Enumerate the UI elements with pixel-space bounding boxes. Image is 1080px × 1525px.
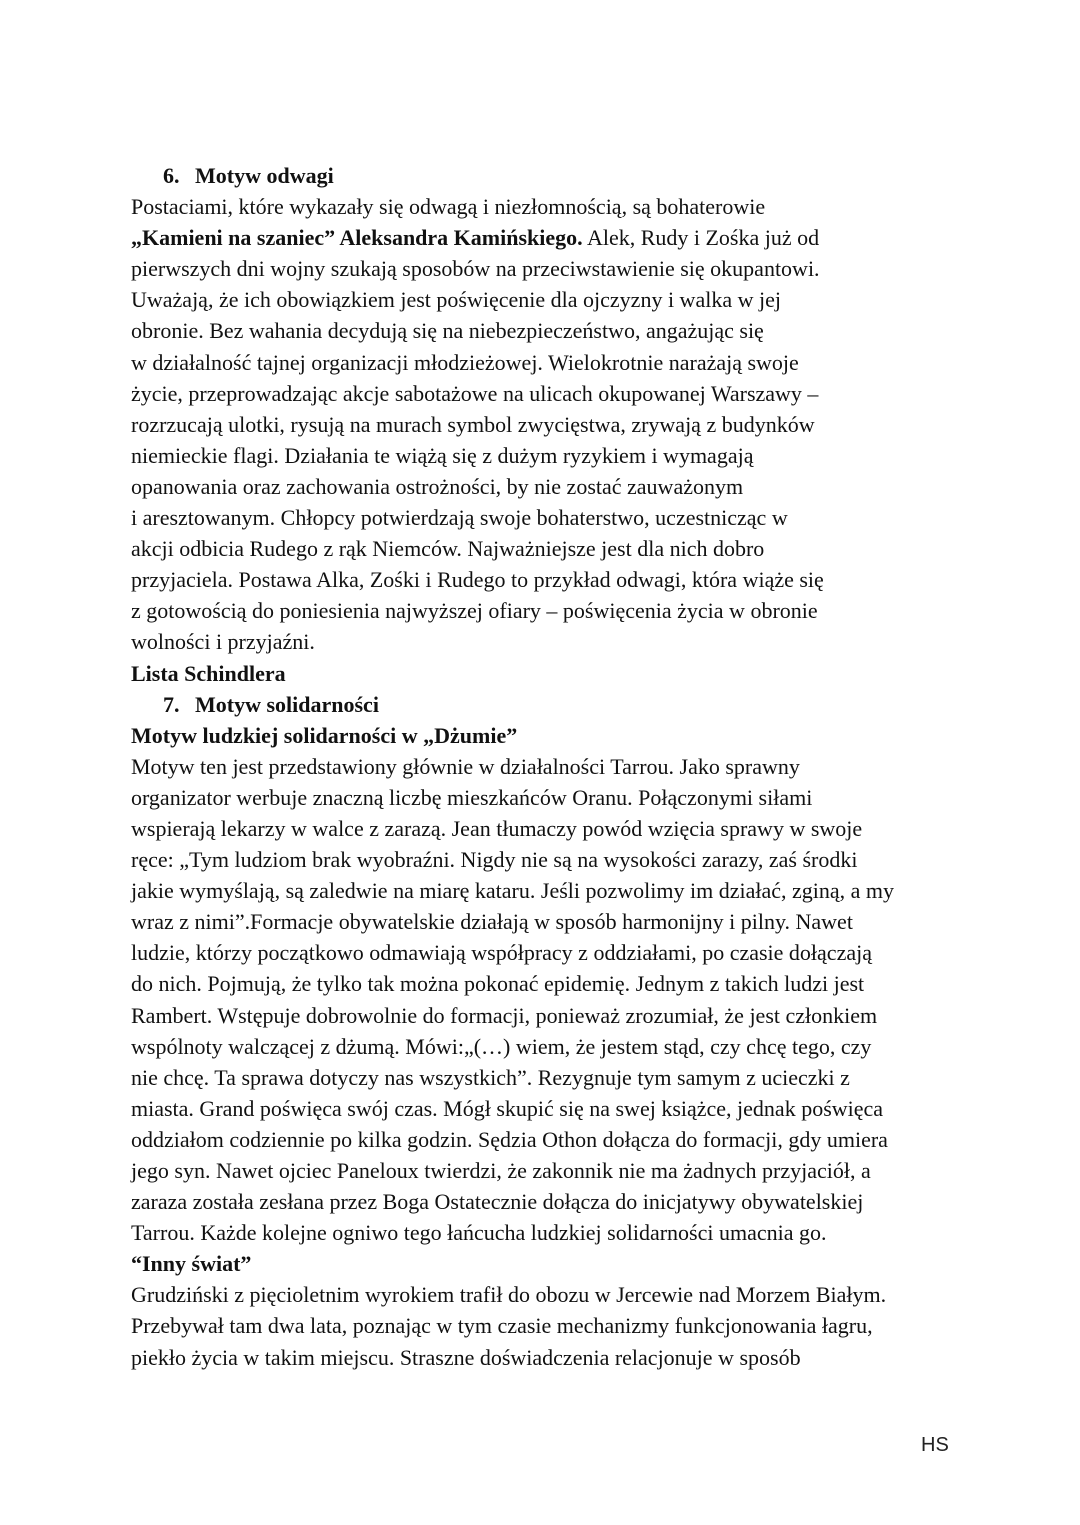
paragraph-line: zaraza została zesłana przez Boga Ostatecznie dołącza do inicjatywy obywatelskiej xyxy=(131,1189,864,1215)
paragraph-line: do nich. Pojmują, że tylko tak można pokonać epidemię. Jednym z takich ludzi jest xyxy=(131,971,865,997)
paragraph-line: miasta. Grand poświęca swój czas. Mógł skupić się na swej książce, jednak poświęca xyxy=(131,1095,884,1121)
paragraph-line: w działalność tajnej organizacji młodzieżowej. Wielokrotnie narażają swoje xyxy=(131,349,799,375)
section-6-number: 6. xyxy=(163,163,180,188)
paragraph-line: Postaciami, które wykazały się odwagą i niezłomnością, są bohaterowie xyxy=(131,194,766,220)
book-line-rest: Alek, Rudy i Zośka już od xyxy=(582,225,820,251)
section-7-title: Motyw solidarności xyxy=(195,691,379,717)
section-6-title: Motyw odwagi xyxy=(195,163,334,188)
book-title-bold: „Kamieni na szaniec” Aleksandra Kamińskiego. xyxy=(131,225,583,251)
section-6-heading xyxy=(131,160,961,191)
paragraph-line: Uważają, że ich obowiązkiem jest poświęcenie dla ojczyzny i walka w jej xyxy=(131,287,781,313)
paragraph-line: ludzie, którzy początkowo odmawiają współpracy z oddziałami, po czasie dołączają xyxy=(131,940,872,966)
section-7-heading xyxy=(131,689,961,720)
paragraph-line: organizator werbuje znaczną liczbę mieszkańców Oranu. Połączonymi siłami xyxy=(131,784,813,810)
paragraph-line: obronie. Bez wahania decydują się na niebezpieczeństwo, angażując się xyxy=(131,318,764,344)
paragraph-line: akcji odbicia Rudego z rąk Niemców. Najważniejsze jest dla nich dobro xyxy=(131,536,765,562)
paragraph-line: oddziałom codziennie po kilka godzin. Sędzia Othon dołącza do formacji, gdy umiera xyxy=(131,1126,888,1152)
paragraph-line: Grudziński z pięcioletnim wyrokiem trafił do obozu w Jercewie nad Morzem Białym. xyxy=(131,1282,887,1308)
paragraph-line: jego syn. Nawet ojciec Paneloux twierdzi, że zakonnik nie ma żadnych przyjaciół, a xyxy=(131,1158,871,1183)
paragraph-line: wolności i przyjaźni. xyxy=(131,629,315,655)
paragraph-line: Tarrou. Każde kolejne ogniwo tego łańcucha ludzkiej solidarności umacnia go. xyxy=(131,1220,827,1246)
inny-swiat-heading: “Inny świat” xyxy=(131,1251,252,1277)
paragraph-line: z gotowością do poniesienia najwyższej ofiary – poświęcenia życia w obronie xyxy=(131,598,818,624)
paragraph-line: pierwszych dni wojny szukają sposobów na przeciwstawienie się okupantowi. xyxy=(131,256,820,282)
paragraph-line: Motyw ten jest przedstawiony głównie w działalności Tarrou. Jako sprawny xyxy=(131,753,800,779)
section-7-subheading: Motyw ludzkiej solidarności w „Dżumie” xyxy=(131,722,518,748)
document-page xyxy=(131,160,961,1373)
paragraph-line: rozrzucają ulotki, rysują na murach symbol zwycięstwa, zrywają z budynków xyxy=(131,411,815,437)
paragraph-line: przyjaciela. Postawa Alka, Zośki i Rudego to przykład odwagi, która wiąże się xyxy=(131,567,824,593)
paragraph-line: ręce: „Tym ludziom brak wyobraźni. Nigdy nie są na wysokości zarazy, zaś środki xyxy=(131,847,858,873)
paragraph-line: Rambert. Wstępuje dobrowolnie do formacji, ponieważ zrozumiał, że jest członkiem xyxy=(131,1002,878,1028)
paragraph-line: wraz z nimi”.Formacje obywatelskie działają w sposób harmonijny i pilny. Nawet xyxy=(131,909,853,935)
paragraph-line-book-reference xyxy=(131,222,961,253)
paragraph-line: wspólnoty walczącej z dżumą. Mówi:„(…) wiem, że jestem stąd, czy chcę tego, czy xyxy=(131,1033,872,1059)
extra-heading: Lista Schindlera xyxy=(131,660,286,686)
paragraph-line: życie, przeprowadzając akcje sabotażowe na ulicach okupowanej Warszawy – xyxy=(131,380,819,406)
paragraph-line: jakie wymyślają, są zaledwie na miarę kataru. Jeśli pozwolimy im działać, zginą, a my xyxy=(131,878,895,904)
paragraph-line: Przebywał tam dwa lata, poznając w tym czasie mechanizmy funkcjonowania łagru, xyxy=(131,1313,873,1339)
footer-initials: HS xyxy=(921,1434,949,1456)
section-7-number: 7. xyxy=(163,691,180,717)
paragraph-line: i aresztowanym. Chłopcy potwierdzają swoje bohaterstwo, uczestnicząc w xyxy=(131,505,788,531)
paragraph-line: nie chcę. Ta sprawa dotyczy nas wszystkich”. Rezygnuje tym samym z ucieczki z xyxy=(131,1064,850,1090)
paragraph-line: niemieckie flagi. Działania te wiążą się z dużym ryzykiem i wymagają xyxy=(131,442,754,468)
paragraph-line: wspierają lekarzy w walce z zarazą. Jean tłumaczy powód wzięcia sprawy w swoje xyxy=(131,815,863,841)
paragraph-line: piekło życia w takim miejscu. Straszne doświadczenia relacjonuje w sposób xyxy=(131,1344,801,1370)
paragraph-line: opanowania oraz zachowania ostrożności, by nie zostać zauważonym xyxy=(131,473,744,499)
